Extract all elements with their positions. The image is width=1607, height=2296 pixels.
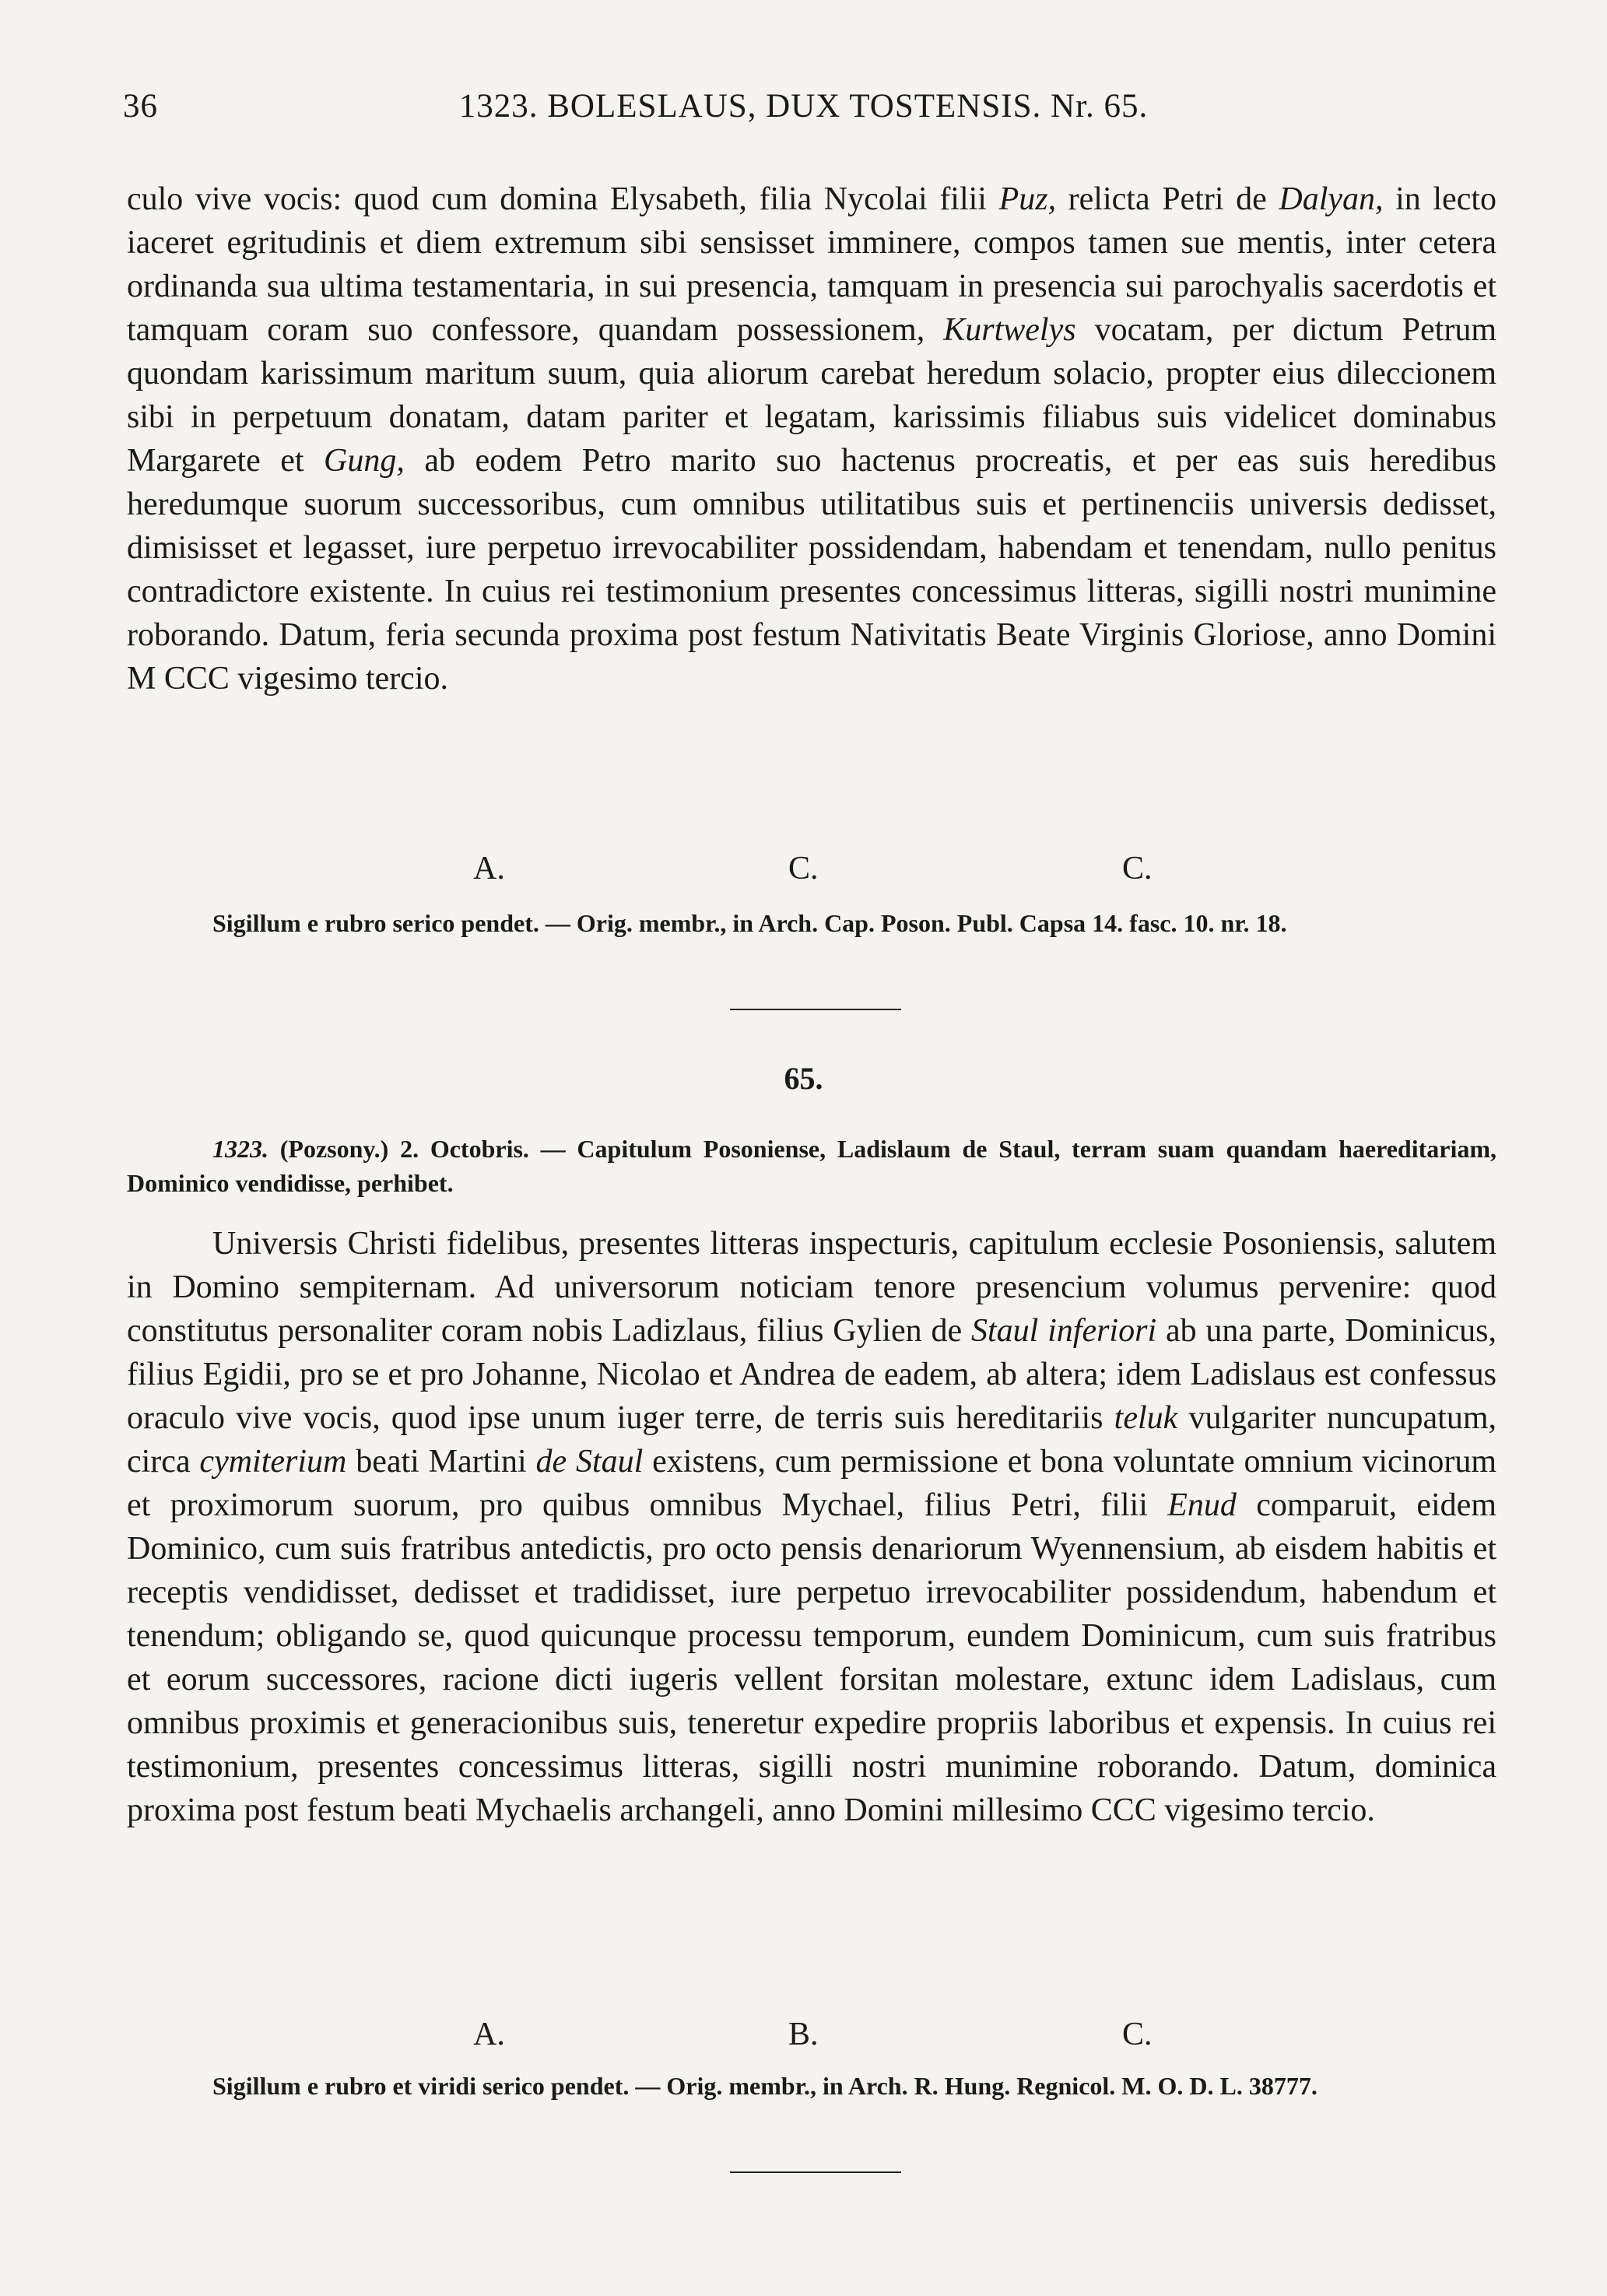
charter-64-text: culo vive vocis: quod cum domina Elysabeth, filia Nycolai filii Puz, relicta Petri de Dalyan, in lecto iaceret egritudinis et diem extremum sibi sensisset imminere, compos tamen sue mentis, inter cetera ordinanda sua ultima testamentaria, in sui presencia, tamquam in presencia sui parochyalis sacerdotis et tamquam coram suo confessore, quandam possessionem, Kurtwelys vocatam, per dictum Petrum quondam karissimum maritum suum, quia aliorum carebat heredum solacio, propter eius dileccionem sibi in perpetuum donatam, datam pariter et legatam, karissimis filiabus suis videlicet dominabus Margarete et Gung, ab eodem Petro marito suo hactenus procreatis, et per eas suis heredibus heredumque suorum successoribus, cum omnibus utilitatibus suis et pertinenciis universis dedisset, dimisisset et legasset, iure perpetuo irrevocabiliter possidendam, habendam et tenendam, nullo penitus contradictore existente. In cuius rei testimonium presentes concessimus litteras, sigilli nostri munimine roborando. Datum, feria secunda proxima post festum Nativitatis Beate Virginis Gloriose, anno Domini M CCC vigesimo tercio. [127, 181, 1496, 697]
place-name: Kurtwelys [943, 312, 1076, 348]
archival-note-64: Sigillum e rubro serico pendet. — Orig. membr., in Arch. Cap. Poson. Publ. Capsa 14. fasc. 10. nr. 18. [212, 909, 1287, 937]
section-divider [730, 1009, 901, 1010]
person-name: Gung, [324, 443, 405, 479]
charter-65-text: Universis Christi fidelibus, presentes litteras inspecturis, capitulum ecclesie Posoniensis, salutem in Domino sempiternam. Ad universorum noticiam tenore presencium volumus pervenire: quod constitutus personaliter coram nobis Ladizlaus, filius Gylien de Staul inferiori ab una parte, Dominicus, filius Egidii, pro se et pro Johanne, Nicolao et Andrea de eadem, ab altera; idem Ladislaus est confessus oraculo vive vocis, quod ipse unum iuger terre, de terris suis hereditariis teluk vulgariter nuncupatum, circa cymiterium beati Martini de Staul existens, cum permissione et bona voluntate omnium vicinorum et proximorum suorum, pro quibus omnibus Mychael, filius Petri, filii Enud comparuit, eidem Dominico, cum suis fratribus antedictis, pro octo pensis denariorum Wyennensium, ab eisdem habitis et receptis vendidisset, dedisset et tradidisset, iure perpetuo irrevocabiliter possidendum, habendum et tenendum; obligando se, quod quicunque processu temporum, eundem Dominicum, cum suis fratribus et eorum successores, racione dicti iugeris vellent forsitan molestare, extunc idem Ladislaus, cum omnibus proximis et generacionibus suis, teneretur expedire propriis laboribus et expensis. In cuius rei testimonium, presentes concessimus litteras, sigilli nostri munimine roborando. Datum, dominica proxima post festum beati Mychaelis archangeli, anno Domini millesimo CCC vigesimo tercio. [127, 1226, 1497, 1828]
vernacular-term: teluk [1114, 1400, 1178, 1436]
person-name: Enud [1167, 1487, 1237, 1523]
place-name: Dalyan, [1279, 181, 1384, 217]
latin-term: cymiterium [199, 1444, 347, 1480]
place-name: Puz, [998, 181, 1057, 217]
place-name: Staul inferiori [970, 1313, 1157, 1349]
page-header [123, 87, 1484, 134]
place-name: de Staul [535, 1444, 644, 1480]
regest-year: 1323. [212, 1135, 268, 1163]
chirograph-letters-64: A. C. C. [473, 851, 1153, 886]
regest-65: 1323. (Pozsony.) 2. Octobris. — Capitulum Posoniense, Ladislaum de Staul, terram suam quandam haereditariam, Dominico vendidisse, perhibet. [127, 1135, 1496, 1197]
section-divider [730, 2171, 901, 2173]
running-title: 1323. BOLESLAUS, DUX TOSTENSIS. Nr. 65. [458, 88, 1149, 125]
archival-note-65: Sigillum e rubro et viridi serico pendet. — Orig. membr., in Arch. R. Hung. Regnicol. M. O. D. L. 38777. [212, 2072, 1318, 2100]
page-number: 36 [123, 88, 158, 125]
document-number: 65. [784, 1061, 823, 1096]
chirograph-letters-65: A. B. C. [473, 2017, 1153, 2052]
